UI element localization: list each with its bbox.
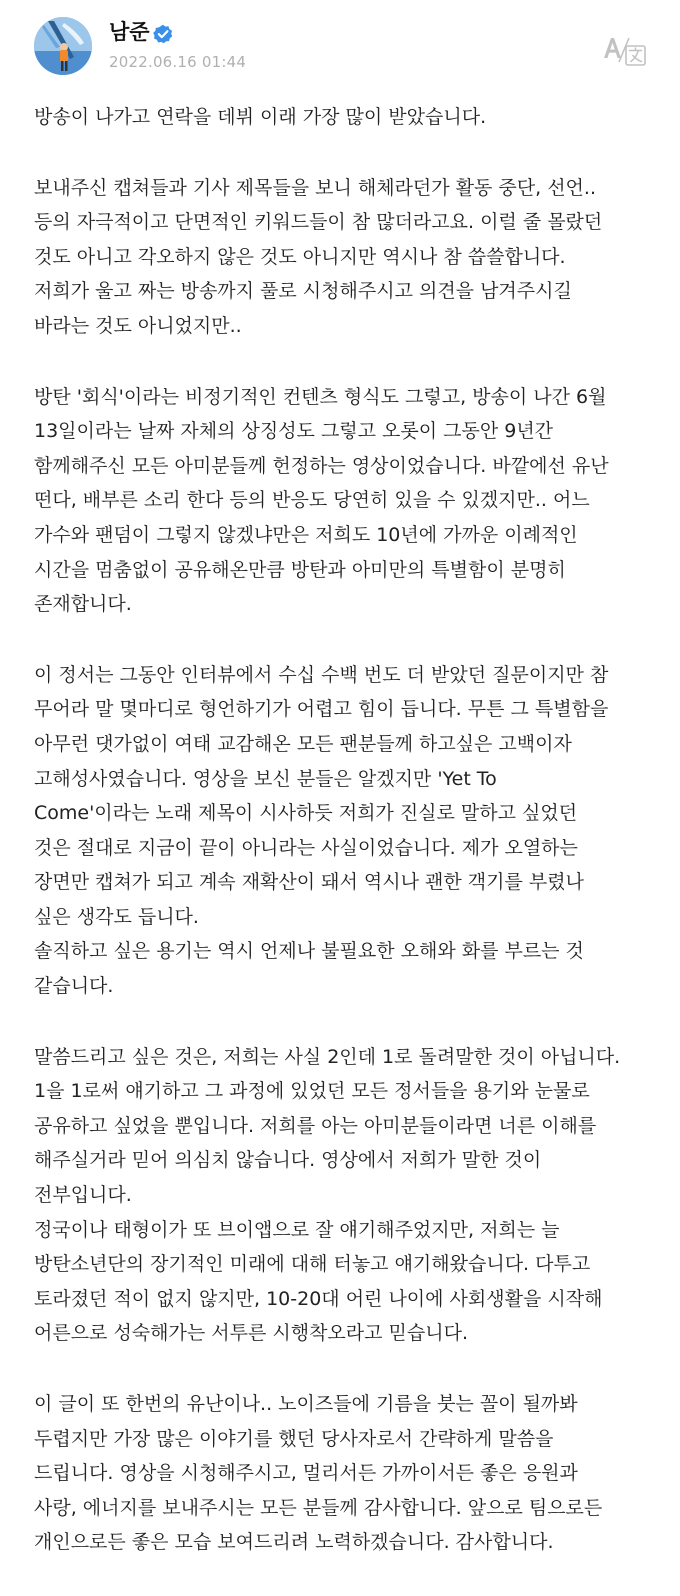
post-text-line: 가수와 팬덤이 그렇지 않겠냐만은 저희도 10년에 가까운 이례적인: [34, 523, 578, 546]
post-text-line: 아무런 댓가없이 여태 교감해온 모든 팬분들께 하고싶은 고백이자: [34, 732, 572, 755]
post-text-line: 토라졌던 적이 없지 않지만, 10-20대 어린 나이에 사회생활을 시작해: [34, 1287, 603, 1310]
post-text-line: 싶은 생각도 듭니다.: [34, 905, 199, 928]
translate-button[interactable]: [602, 34, 646, 66]
post-text-line: 13일이라는 날짜 자체의 상징성도 그렇고 오롯이 그동안 9년간: [34, 420, 554, 443]
post-text-line: 것은 절대로 지금이 끝이 아니라는 사실이었습니다. 제가 오열하는: [34, 836, 578, 859]
profile-photo: [34, 17, 92, 75]
post-text-line: 고해성사였습니다. 영상을 보신 분들은 알겠지만 'Yet To: [34, 767, 497, 790]
author-name[interactable]: 남준: [109, 20, 150, 44]
post-text-line: 방탄소년단의 장기적인 미래에 대해 터놓고 얘기해왔습니다. 다투고: [34, 1253, 591, 1276]
post-text-line: 장면만 캡쳐가 되고 계속 재확산이 돼서 역시나 괜한 객기를 부렸나: [34, 871, 584, 894]
post-text-line: 방송이 나가고 연락을 데뷔 이래 가장 많이 받았습니다.: [34, 106, 487, 128]
post-text-line: 해주실거라 믿어 의심치 않습니다. 영상에서 저희가 말한 것이: [34, 1149, 542, 1172]
post-text-line: 이 글이 또 한번의 유난이나.. 노이즈들에 기름을 붓는 꼴이 될까봐: [34, 1393, 578, 1415]
post-text-line: Come'이라는 노래 제목이 시사하듯 저희가 진실로 말하고 싶었던: [34, 802, 578, 825]
post-paragraph: [34, 100, 654, 135]
post-text-line: 정국이나 태형이가 또 브이앱으로 잘 얘기해주었지만, 저희는 늘: [34, 1218, 560, 1241]
post-paragraph: [34, 658, 654, 1004]
post-text-line: 떤다, 배부른 소리 한다 등의 반응도 당연히 있을 수 있겠지만.. 어느: [34, 489, 590, 512]
post-text-line: 저희가 울고 짜는 방송까지 풀로 시청해주시고 의견을 남겨주시길: [34, 280, 572, 303]
post-text-line: 드립니다. 영상을 시청해주시고, 멀리서든 가까이서든 좋은 응원과: [34, 1462, 578, 1485]
post-date: 2022.06.16 01:44: [109, 53, 247, 71]
post-header: [0, 0, 680, 90]
post-text-line: 방탄 '회식'이라는 비정기적인 컨텐츠 형식도 그렇고, 방송이 나간 6월: [34, 385, 607, 408]
post-paragraph: [34, 380, 654, 622]
post-text-line: 전부입니다.: [34, 1184, 132, 1207]
post-text-line: 것도 아니고 각오하지 않은 것도 아니지만 역시나 참 씁쓸합니다.: [34, 245, 566, 268]
post-text-line: 솔직하고 싶은 용기는 역시 언제나 불필요한 오해와 화를 부르는 것: [34, 940, 584, 963]
post-text-line: 말씀드리고 싶은 것은, 저희는 사실 2인데 1로 돌려말한 것이 아닙니다.: [34, 1045, 621, 1068]
post-text-line: 시간을 멈춤없이 공유해온만큼 방탄과 아미만의 특별함이 분명히: [34, 558, 566, 581]
post-text-line: 함께해주신 모든 아미분들께 헌정하는 영상이었습니다. 바깥에선 유난: [34, 454, 609, 477]
post-text-line: 이 정서는 그동안 인터뷰에서 수십 수백 번도 더 받았던 질문이지만 참: [34, 663, 609, 686]
post-text-line: 보내주신 캡쳐들과 기사 제목들을 보니 해체라던가 활동 중단, 선언..: [34, 176, 596, 199]
post-paragraph: [34, 1040, 654, 1351]
post-text-line: 1을 1로써 얘기하고 그 과정에 있었던 모든 정서들을 용기와 눈물로: [34, 1080, 590, 1103]
post-text-line: 개인으로든 좋은 모습 보여드리려 노력하겠습니다. 감사합니다.: [34, 1531, 554, 1554]
post-text-line: 어른으로 성숙해가는 서투른 시행착오라고 믿습니다.: [34, 1322, 468, 1345]
post-paragraph: [34, 171, 654, 344]
post-text-line: 바라는 것도 아니었지만..: [34, 314, 242, 337]
verified-badge-icon: [153, 24, 173, 44]
post-text-line: 등의 자극적이고 단면적인 키워드들이 참 많더라고요. 이럴 줄 몰랐던: [34, 211, 603, 234]
post-text-line: 무어라 말 몇마디로 형언하기가 어렵고 힘이 듭니다. 무튼 그 특별함을: [34, 698, 609, 721]
avatar[interactable]: [34, 17, 92, 75]
post-text-line: 같습니다.: [34, 975, 114, 998]
post-text-line: 공유하고 싶었을 뿐입니다. 저희를 아는 아미분들이라면 너른 이해를: [34, 1114, 597, 1137]
translate-icon: [602, 34, 646, 66]
post-paragraph: [34, 1387, 654, 1560]
post-text-line: 사랑, 에너지를 보내주시는 모든 분들께 감사합니다. 앞으로 팀으로든: [34, 1496, 603, 1519]
post-body: [34, 100, 654, 1596]
post-text-line: 존재합니다.: [34, 593, 132, 616]
post-text-line: 두렵지만 가장 많은 이야기를 했던 당사자로서 간략하게 말씀을: [34, 1427, 554, 1450]
